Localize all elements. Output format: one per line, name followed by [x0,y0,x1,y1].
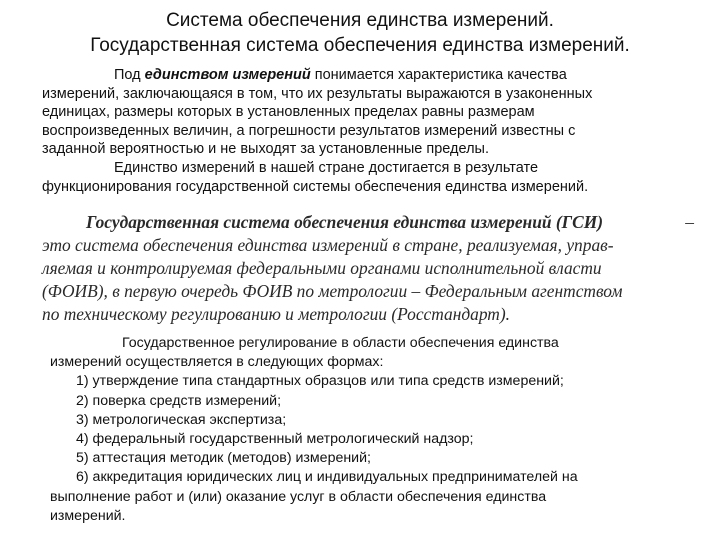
gsi-line [42,211,694,234]
definition-line: единицах, размеры которых в установленных пределах равны размерам [42,104,535,121]
definition-line [42,66,682,85]
gsi-dash: – [685,212,694,232]
gsi-line: (ФОИВ), в первую очередь ФОИВ по метрологии – Федеральным агентством [42,281,623,301]
definition-line: Единство измерений в нашей стране достигается в результате [114,159,539,176]
definition-line: заданной вероятностью и не выходят за установленные пределы. [42,141,489,158]
gsi-heading: Государственная система обеспечения единства измерений (ГСИ) [86,212,604,232]
definition-term: единством измерений [144,67,311,83]
gsi-line: по техническому регулированию и метрологии (Росстандарт). [42,304,511,324]
definition-prefix: Под [114,67,145,83]
definition-line: воспроизведенных величин, а погрешности результатов измерений известны с [42,122,576,139]
regulation-continuation: измерений. [50,507,126,524]
definition-rest: понимается характеристика качества [310,67,567,83]
regulation-intro: Государственное регулирование в области обеспечения единства [122,335,559,351]
gsi-definition-scan [42,211,694,326]
title-line-2: Государственная система обеспечения единства измерений. [90,35,630,56]
regulation-list-item: 3) метрологическая экспертиза; [76,411,287,428]
title-line-1: Система обеспечения единства измерений. [166,10,554,31]
regulation-list-item: 6) аккредитация юридических лиц и индивидуальных предпринимателей на [76,469,578,486]
gsi-line: это система обеспечения единства измерений в стране, реализуемая, управ- [42,235,614,255]
definition-paragraph [42,66,682,196]
definition-line: измерений, заключающаяся в том, что их результаты выражаются в узаконенных [42,85,593,102]
regulation-intro: измерений осуществляется в следующих формах: [50,354,384,371]
definition-line: функционирования государственной системы обеспечения единства измерений. [42,178,589,195]
slide-title [0,8,720,58]
regulation-list-item: 5) аттестация методик (методов) измерений; [76,450,371,467]
regulation-list-item: 4) федеральный государственный метрологический надзор; [76,431,474,448]
regulation-paragraph [50,334,690,526]
regulation-continuation: выполнение работ и (или) оказание услуг в области обеспечения единства [50,488,547,505]
regulation-list-item: 1) утверждение типа стандартных образцов или типа средств измерений; [76,373,564,390]
gsi-line: ляемая и контролируемая федеральными органами исполнительной власти [42,258,602,278]
regulation-list-item: 2) поверка средств измерений; [76,392,282,409]
